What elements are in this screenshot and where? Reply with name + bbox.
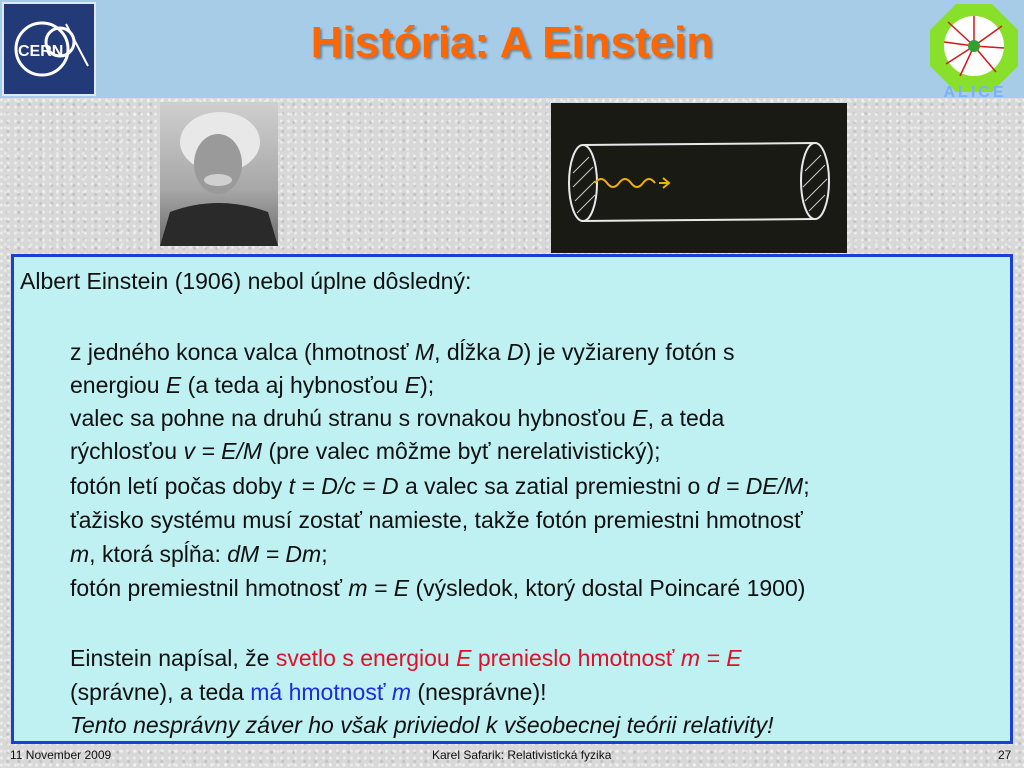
paragraph1-line1: z jedného konca valca (hmotnosť M, dĺžka D) je vyžiareny fotón s <box>70 339 735 365</box>
cylinder-drawing-photo <box>551 103 847 253</box>
intro-text: Albert Einstein (1906) nebol úplne dôsledný: <box>20 268 472 294</box>
footer-page-number: 27 <box>998 748 1012 762</box>
paragraph2-line1: Einstein napísal, že svetlo s energiou E prenieslo hmotnosť m = E <box>70 645 742 671</box>
paragraph1-line4: rýchlosťou v = E/M (pre valec môžme byť nerelativistický); <box>70 438 661 464</box>
footer-date: 11 November 2009 <box>10 748 112 762</box>
paragraph1-line5: fotón letí počas doby t = D/c = D a valec sa zatial premiestni o d = DE/M; <box>70 473 810 499</box>
paragraph2-line2: (správne), a teda má hmotnosť m (nesprávne)! <box>70 679 547 705</box>
alice-logo-text: ALICE <box>943 84 1007 101</box>
paragraph2-line3: Tento nesprávny záver ho však priviedol k všeobecnej teórii relativity! <box>70 712 774 738</box>
slide-title: História: A Einstein <box>310 18 714 67</box>
paragraph1-line7: m, ktorá spĺňa: dM = Dm; <box>70 541 328 567</box>
paragraph1-line2: energiou E (a teda aj hybnosťou E); <box>70 372 435 398</box>
cern-logo-text: CERN <box>18 43 64 60</box>
footer-author: Karel Safarik: Relativistická fyzika <box>432 748 612 762</box>
paragraph1-line6: ťažisko systému musí zostať namieste, takže fotón premiestni hmotnosť <box>70 507 803 533</box>
paragraph1-line3: valec sa pohne na druhú stranu s rovnakou hybnosťou E, a teda <box>70 405 725 431</box>
paragraph1-line8: fotón premiestnil hmotnosť m = E (výsledok, ktorý dostal Poincaré 1900) <box>70 575 806 601</box>
einstein-portrait-photo <box>160 102 278 246</box>
